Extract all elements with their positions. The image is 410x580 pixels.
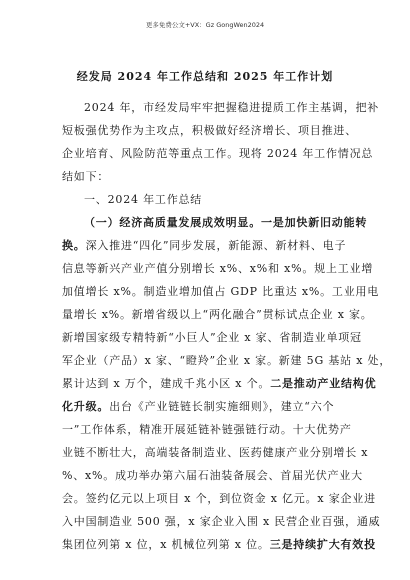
para-line: 加值增长 x%。制造业增加值占 GDP 比重达 x%。工业用电 (62, 285, 380, 298)
intro-line: 结如下： (62, 170, 110, 183)
header-note: 更多免费公文+VX：Gz GongWen2024 (145, 21, 265, 29)
para-line (62, 234, 352, 257)
intro-line: 企业培育、风险防范等重点工作。现将 2024 年工作情况总 (62, 147, 374, 160)
para-bold-fragment: 换。 (62, 239, 86, 252)
para-text-fragment: 深入推进“四化”同步发展，新能源、新材料、电子 (85, 239, 347, 252)
para-line: 军企业（产品）x 家、“瞪羚”企业 x 家。新建 5G 基站 x 处， (62, 354, 392, 367)
para-line: 业链不断壮大，高端装备制造业、医药健康产业分别增长 x (62, 446, 369, 459)
document-title: 经发局 2024 年工作总结和 2025 年工作计划 (76, 70, 334, 83)
para-line: 入中国制造业 500 强，x 家企业入围 x 民营企业百强，通威 (62, 515, 381, 528)
intro-line: 短板强优势作为主攻点，积极做好经济增长、项目推进、 (62, 124, 357, 137)
para-bold-fragment: 三是持续扩大有效投 (269, 538, 376, 551)
para-line: 新增国家级专精特新“小巨人”企业 x 家、省制造业单项冠 (62, 331, 362, 344)
para-bold-fragment: 化升级。 (62, 400, 110, 413)
para-text-fragment: 累计达到 x 万个，建成千兆小区 x 个。 (62, 377, 271, 390)
section-heading: 一、2024 年工作总结 (84, 193, 203, 206)
intro-paragraph (62, 96, 380, 188)
para-line: 一”工作体系，精准开展延链补链强链行动。十大优势产 (62, 423, 352, 436)
section-heading-block (62, 188, 352, 211)
para-text-fragment: 集团位列第 x 位，x 机械位列第 x 位。 (62, 538, 270, 551)
para-bold-fragment: 二是推动产业结构优 (270, 377, 377, 390)
para-line: 量增长 x%。新增省级以上“两化融合”贯标试点企业 x 家。 (62, 308, 373, 321)
para-line (62, 395, 352, 418)
para-line: （一）经济高质量发展成效明显。一是加快新旧动能转 (84, 216, 368, 229)
para-line: 会。签约亿元以上项目 x 个，到位资金 x 亿元。x 家企业进 (62, 492, 376, 505)
intro-line: 2024 年，市经发局牢牢把握稳进提质工作主基调，把补 (84, 101, 380, 114)
economy-paragraph (62, 211, 392, 556)
para-line: 信息等新兴产业产值分别增长 x%、x%和 x%。规上工业增 (62, 262, 374, 275)
para-text-fragment: 出台《产业链链长制实施细则》，建立“六个 (109, 400, 335, 413)
para-line: %、x%。成功举办第六届石油装备展会、首届光伏产业大 (62, 469, 363, 482)
para-line (62, 533, 376, 556)
para-line (62, 372, 377, 395)
